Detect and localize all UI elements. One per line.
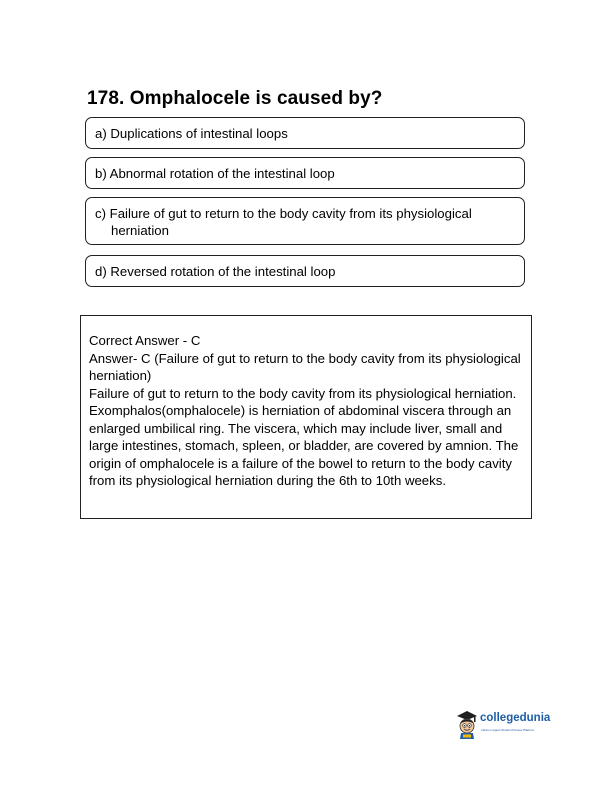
answer-explanation: Failure of gut to return to the body cavity from its physiological herniation. Exomphalos(omphalocele) is herniation of abdominal viscera through an enlarged umbilical ring. The viscera, which may include liver, small and large intestines, stomach, spleen, or bladder, are covered by amnion. The origin of omphalocele is a failure of the bowel to return to the body cavity from its physiological herniation during the 6th to 10th weeks.: [89, 385, 519, 488]
option-c[interactable]: [85, 197, 525, 245]
logo-tagline: India's Largest Student Review Platform: [481, 728, 535, 732]
option-b-text: b) Abnormal rotation of the intestinal loop: [95, 166, 335, 181]
question-title: 178. Omphalocele is caused by?: [87, 88, 383, 109]
answer-panel: [80, 315, 532, 519]
logo-name: collegedunia: [480, 712, 551, 724]
mascot-icon: [455, 710, 479, 740]
correct-answer-heading: Correct Answer - C: [89, 333, 201, 348]
option-d-text: d) Reversed rotation of the intestinal loop: [95, 264, 336, 279]
answer-summary: Answer- C (Failure of gut to return to the body cavity from its physiological herniation): [89, 350, 521, 383]
option-c-text-line2: herniation: [111, 223, 169, 238]
option-a-text: a) Duplications of intestinal loops: [95, 126, 288, 141]
option-b[interactable]: [85, 157, 525, 189]
option-c-text-line1: c) Failure of gut to return to the body cavity from its physiological: [95, 206, 472, 221]
collegedunia-logo: [455, 708, 567, 742]
option-a[interactable]: [85, 117, 525, 149]
option-d[interactable]: [85, 255, 525, 287]
